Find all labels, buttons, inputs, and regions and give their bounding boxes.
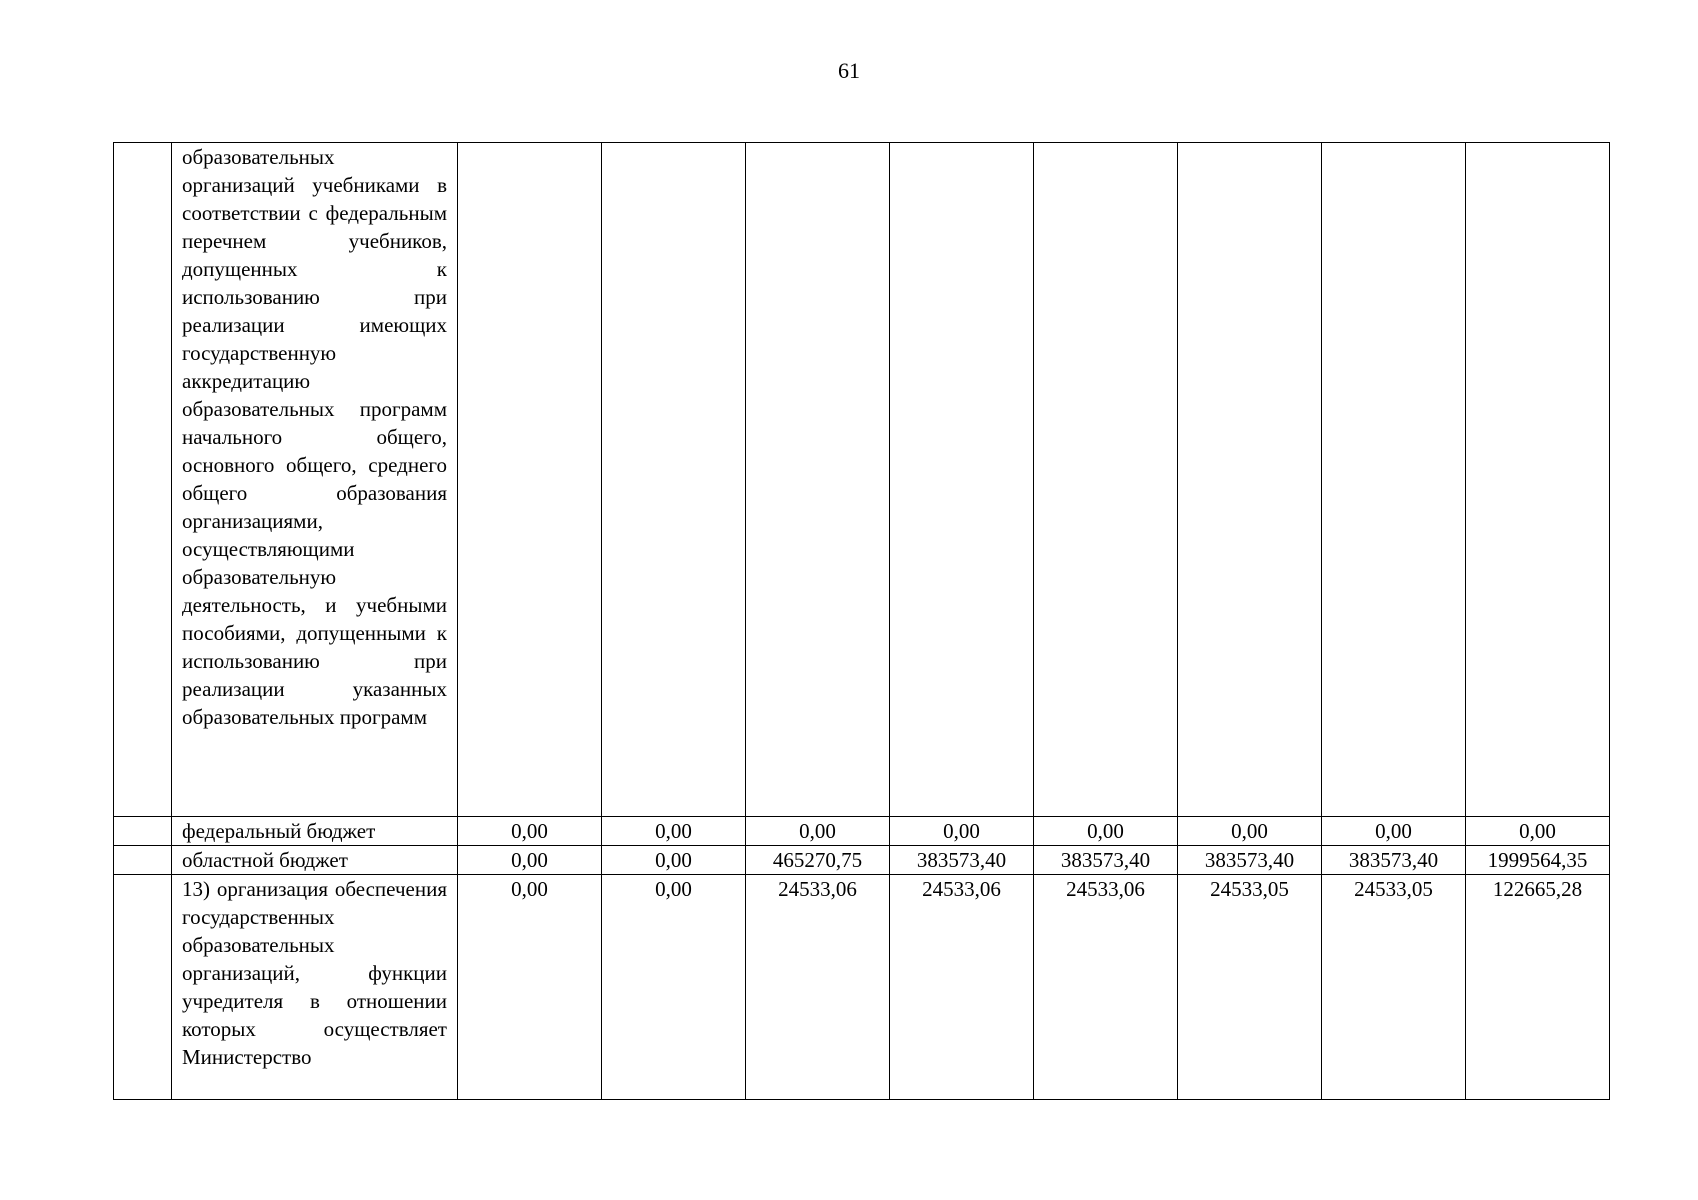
value-cell: 122665,28 — [1466, 875, 1610, 1100]
value-cell — [746, 143, 890, 817]
table-row — [114, 846, 1610, 875]
value-cell — [1034, 143, 1178, 817]
value-cell — [458, 143, 602, 817]
row-name-cell: областной бюджет — [172, 846, 458, 875]
value-cell — [1322, 143, 1466, 817]
value-cell: 0,00 — [1034, 817, 1178, 846]
value-cell: 383573,40 — [1322, 846, 1466, 875]
value-cell: 0,00 — [458, 817, 602, 846]
value-cell — [1466, 143, 1610, 817]
row-name-cell: 13) организация обеспечения государственных образовательных организаций, функции учредителя в отношении которых осуществляет Министерство — [172, 875, 458, 1100]
value-cell: 24533,05 — [1322, 875, 1466, 1100]
value-cell — [602, 143, 746, 817]
row-number-cell — [114, 143, 172, 817]
value-cell: 24533,06 — [746, 875, 890, 1100]
row-name-cell: федеральный бюджет — [172, 817, 458, 846]
value-cell: 1999564,35 — [1466, 846, 1610, 875]
value-cell: 0,00 — [458, 846, 602, 875]
value-cell: 24533,05 — [1178, 875, 1322, 1100]
row-number-cell — [114, 817, 172, 846]
value-cell: 0,00 — [458, 875, 602, 1100]
value-cell — [1178, 143, 1322, 817]
value-cell: 383573,40 — [1034, 846, 1178, 875]
value-cell: 24533,06 — [890, 875, 1034, 1100]
budget-table — [113, 142, 1610, 1100]
value-cell: 24533,06 — [1034, 875, 1178, 1100]
table-row — [114, 143, 1610, 817]
value-cell: 383573,40 — [890, 846, 1034, 875]
value-cell: 0,00 — [602, 817, 746, 846]
value-cell: 0,00 — [1322, 817, 1466, 846]
value-cell: 0,00 — [1178, 817, 1322, 846]
value-cell: 0,00 — [890, 817, 1034, 846]
row-number-cell — [114, 846, 172, 875]
value-cell: 0,00 — [746, 817, 890, 846]
row-number-cell — [114, 875, 172, 1100]
table-row — [114, 817, 1610, 846]
page-number: 61 — [838, 58, 860, 83]
value-cell: 0,00 — [602, 875, 746, 1100]
value-cell: 383573,40 — [1178, 846, 1322, 875]
value-cell: 0,00 — [1466, 817, 1610, 846]
row-name-cell: образовательных организаций учебниками в соответствии с федеральным перечнем учебников, допущенных к использованию при реализации имеющих государственную аккредитацию образовательных программ начального общего, основного общего, среднего общего образования организациями, осуществляющими образовательную деятельность, и учебными пособиями, допущенными к использованию при реализации указанных образовательных программ — [172, 143, 458, 817]
table-row — [114, 875, 1610, 1100]
value-cell: 0,00 — [602, 846, 746, 875]
value-cell — [890, 143, 1034, 817]
value-cell: 465270,75 — [746, 846, 890, 875]
